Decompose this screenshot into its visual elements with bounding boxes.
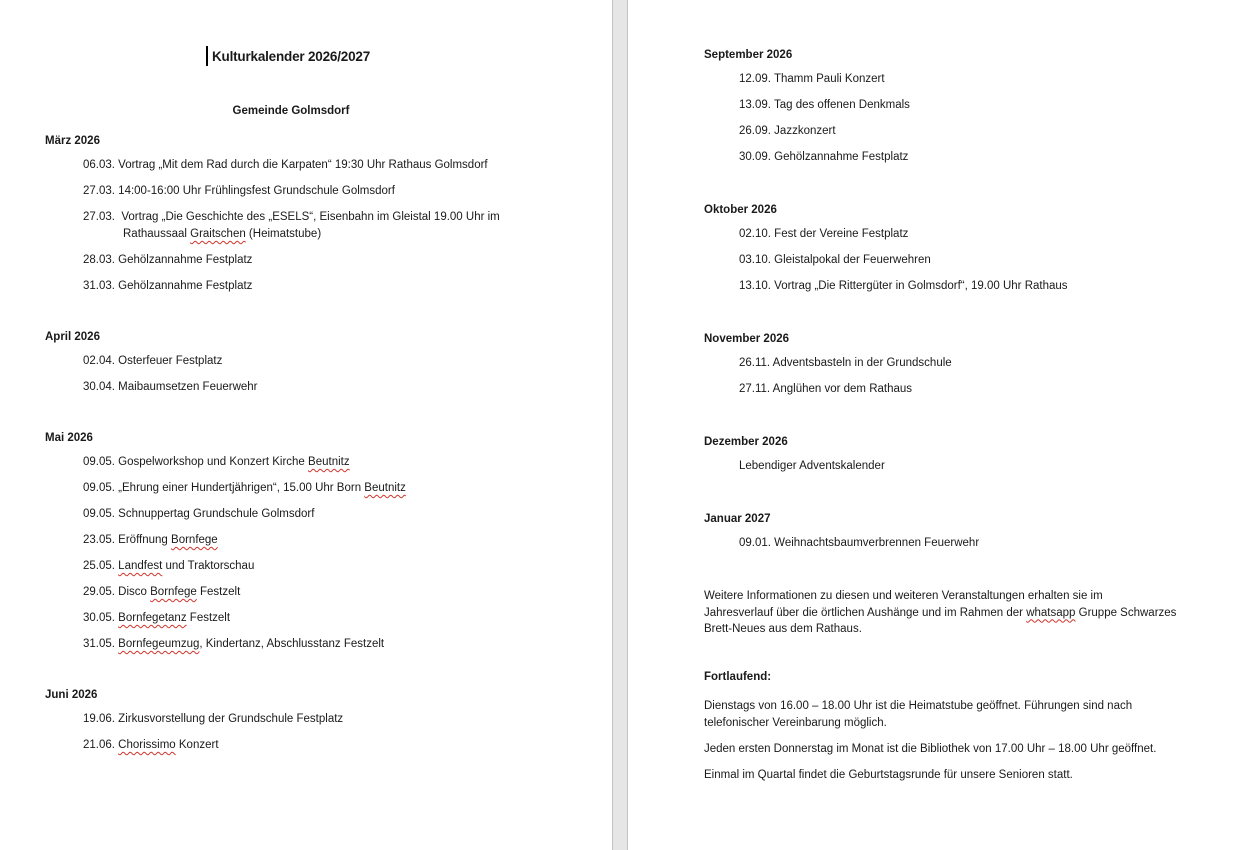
event-line[interactable]: 31.05. Bornfegeumzug, Kindertanz, Abschlusstanz Festzelt: [83, 638, 385, 650]
paragraph-text-line[interactable]: Einmal im Quartal findet die Geburtstagsrunde für unsere Senioren statt.: [704, 768, 1073, 781]
event-line[interactable]: 29.05. Disco Bornfege Festzelt: [83, 586, 241, 598]
fortlaufend-paragraph: [704, 767, 1247, 784]
paragraph-text-line[interactable]: Dienstags von 16.00 – 18.00 Uhr ist die Heimatstube geöffnet. Führungen sind nach: [704, 699, 1133, 712]
event-line[interactable]: 30.09. Gehölzannahme Festplatz: [739, 151, 909, 163]
misspelled-word[interactable]: Beutnitz: [308, 456, 350, 468]
misspelled-word[interactable]: Bornfege: [171, 534, 218, 546]
calendar-sections-left: [0, 133, 612, 754]
event: [739, 226, 1247, 243]
calendar-sections-right: [704, 47, 1247, 552]
event: [739, 149, 1247, 166]
month-heading[interactable]: April 2026: [45, 331, 100, 343]
event-line[interactable]: 23.05. Eröffnung Bornfege: [83, 534, 218, 546]
event: [83, 209, 612, 243]
event: [739, 355, 1247, 372]
event: [83, 636, 612, 653]
event-line[interactable]: 06.03. Vortrag „Mit dem Rad durch die Karpaten“ 19:30 Uhr Rathaus Golmsdorf: [83, 159, 488, 171]
month-heading[interactable]: Juni 2026: [45, 689, 98, 701]
misspelled-word[interactable]: Graitschen: [190, 228, 246, 240]
event: [739, 278, 1247, 295]
event: [739, 381, 1247, 398]
event: [83, 610, 612, 627]
event: [83, 157, 612, 174]
event-line[interactable]: 02.04. Osterfeuer Festplatz: [83, 355, 223, 367]
event-line[interactable]: 19.06. Zirkusvorstellung der Grundschule Festplatz: [83, 713, 344, 725]
info-paragraph: [704, 588, 1247, 638]
misspelled-word[interactable]: Beutnitz: [364, 482, 406, 494]
event: [83, 454, 612, 471]
event-line[interactable]: 30.04. Maibaumsetzen Feuerwehr: [83, 381, 258, 393]
event-line[interactable]: 27.03. 14:00-16:00 Uhr Frühlingsfest Grundschule Golmsdorf: [83, 185, 395, 197]
event-line[interactable]: Rathaussaal Graitschen (Heimatstube): [123, 228, 322, 240]
document-subtitle[interactable]: Gemeinde Golmsdorf: [232, 105, 350, 117]
month-heading[interactable]: März 2026: [45, 135, 100, 147]
paragraph-text-line[interactable]: telefonischer Vereinbarung möglich.: [704, 716, 887, 729]
event-line[interactable]: 28.03. Gehölzannahme Festplatz: [83, 254, 253, 266]
misspelled-word[interactable]: whatsapp: [1026, 606, 1076, 619]
month-section: [704, 434, 1247, 475]
event: [83, 183, 612, 200]
page-right[interactable]: [628, 0, 1247, 850]
month-section: [0, 430, 612, 653]
month-section: [0, 133, 612, 295]
event-line[interactable]: 30.05. Bornfegetanz Festzelt: [83, 612, 231, 624]
month-section: [704, 202, 1247, 295]
misspelled-word[interactable]: Bornfegetanz: [118, 612, 187, 624]
event-line[interactable]: 09.05. Schnuppertag Grundschule Golmsdorf: [83, 508, 315, 520]
month-heading[interactable]: November 2026: [704, 333, 790, 345]
event-line[interactable]: 26.09. Jazzkonzert: [739, 125, 836, 137]
info-text-line[interactable]: Weitere Informationen zu diesen und weiteren Veranstaltungen erhalten sie im: [704, 590, 1103, 602]
misspelled-word[interactable]: Bornfegeumzug: [118, 638, 200, 650]
event-line[interactable]: 09.05. Gospelworkshop und Konzert Kirche Beutnitz: [83, 456, 350, 468]
month-section: [0, 329, 612, 396]
title-block: [0, 46, 582, 120]
fortlaufend-paragraph: [704, 741, 1247, 758]
event-line[interactable]: 12.09. Thamm Pauli Konzert: [739, 73, 885, 85]
fortlaufend-heading[interactable]: Fortlaufend:: [704, 670, 772, 683]
event: [739, 252, 1247, 269]
event: [83, 711, 612, 728]
event: [83, 480, 612, 497]
event-line[interactable]: 09.05. „Ehrung einer Hundertjährigen“, 15.00 Uhr Born Beutnitz: [83, 482, 406, 494]
event-line[interactable]: 02.10. Fest der Vereine Festplatz: [739, 228, 909, 240]
event: [83, 584, 612, 601]
event: [83, 379, 612, 396]
event: [83, 506, 612, 523]
month-section: [704, 511, 1247, 552]
page-gap: [612, 0, 628, 850]
misspelled-word[interactable]: Landfest: [118, 560, 163, 572]
month-section: [704, 331, 1247, 398]
month-heading[interactable]: Dezember 2026: [704, 436, 788, 448]
month-heading[interactable]: Mai 2026: [45, 432, 93, 444]
event: [739, 123, 1247, 140]
info-text-line[interactable]: Brett-Neues aus dem Rathaus.: [704, 623, 862, 635]
event-line[interactable]: 21.06. Chorissimo Konzert: [83, 739, 219, 751]
event: [83, 278, 612, 295]
month-section: [0, 687, 612, 754]
event-line[interactable]: 09.01. Weihnachtsbaumverbrennen Feuerwehr: [739, 537, 980, 549]
event: [83, 353, 612, 370]
month-heading[interactable]: Januar 2027: [704, 513, 771, 525]
event: [83, 737, 612, 754]
event-line[interactable]: 25.05. Landfest und Traktorschau: [83, 560, 255, 572]
fortlaufend-paragraph: [704, 698, 1247, 732]
document-title[interactable]: Kulturkalender 2026/2027: [211, 49, 371, 64]
event: [739, 71, 1247, 88]
event-line[interactable]: 31.03. Gehölzannahme Festplatz: [83, 280, 253, 292]
event: [739, 458, 1247, 475]
event-line[interactable]: Lebendiger Adventskalender: [739, 460, 885, 472]
event: [83, 532, 612, 549]
event-line[interactable]: 13.10. Vortrag „Die Rittergüter in Golmsdorf“, 19.00 Uhr Rathaus: [739, 280, 1068, 292]
month-section: [704, 47, 1247, 166]
event: [83, 252, 612, 269]
title-line[interactable]: [0, 46, 582, 69]
event-line[interactable]: 03.10. Gleistalpokal der Feuerwehren: [739, 254, 931, 266]
event-line[interactable]: 27.03. Vortrag „Die Geschichte des „ESELS“, Eisenbahn im Gleistal 19.00 Uhr im: [83, 211, 500, 223]
fortlaufend-paragraphs: [704, 698, 1247, 784]
event-line[interactable]: 13.09. Tag des offenen Denkmals: [739, 99, 910, 111]
misspelled-word[interactable]: Bornfege: [150, 586, 197, 598]
event: [739, 97, 1247, 114]
page-left[interactable]: [0, 0, 612, 850]
event: [739, 535, 1247, 552]
text-cursor: [206, 46, 208, 66]
event-line[interactable]: 27.11. Anglühen vor dem Rathaus: [739, 383, 913, 395]
event-line[interactable]: 26.11. Adventsbasteln in der Grundschule: [739, 357, 952, 369]
month-heading[interactable]: Oktober 2026: [704, 204, 777, 216]
paragraph-text-line[interactable]: Jeden ersten Donnerstag im Monat ist die Bibliothek von 17.00 Uhr – 18.00 Uhr geöffnet.: [704, 742, 1157, 755]
event: [83, 558, 612, 575]
info-text-line[interactable]: Jahresverlauf über die örtlichen Aushänge und im Rahmen der whatsapp Gruppe Schwarzes: [704, 606, 1177, 619]
month-heading[interactable]: September 2026: [704, 49, 793, 61]
misspelled-word[interactable]: Chorissimo: [118, 739, 176, 751]
